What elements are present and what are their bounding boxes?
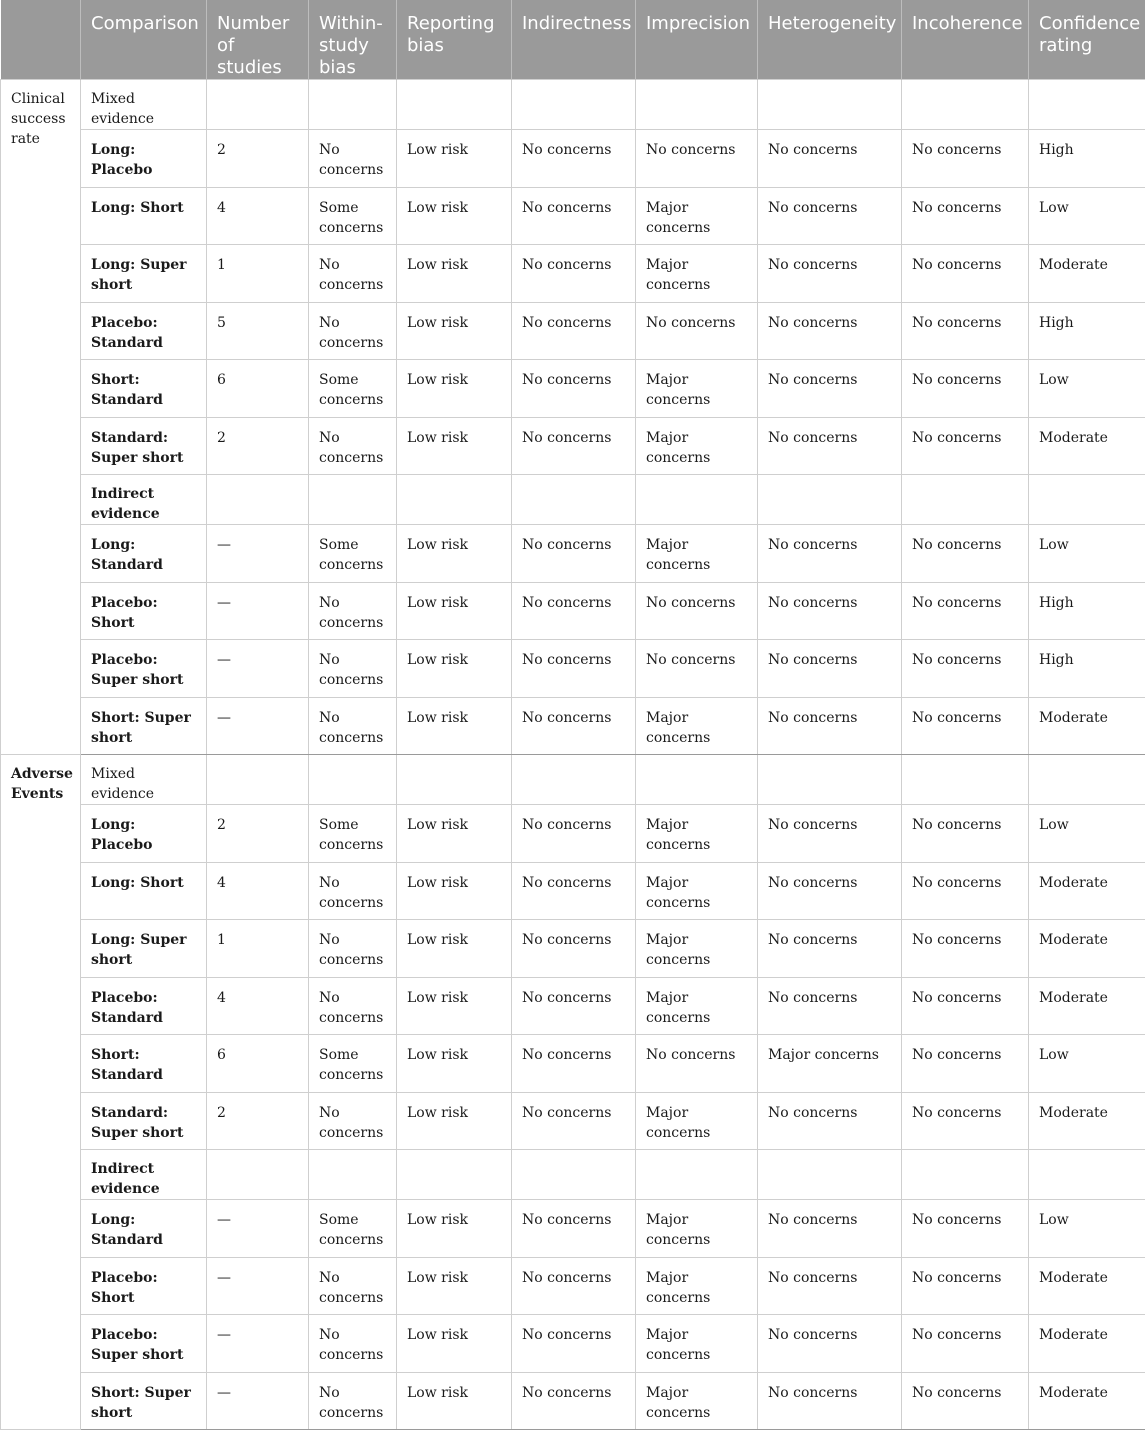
cell-within-study-bias: No concerns: [309, 977, 397, 1035]
cell-confidence-rating: Moderate: [1029, 697, 1145, 755]
cell-number-of-studies: 4: [207, 187, 309, 245]
table-row: [1, 360, 1145, 418]
cell-reporting-bias: Low risk: [397, 1315, 512, 1373]
cell-imprecision: Major concerns: [636, 360, 758, 418]
table-row: [1, 525, 1145, 583]
table-row: [1, 302, 1145, 360]
cell-heterogeneity: No concerns: [758, 1257, 902, 1315]
cell-within-study-bias: No concerns: [309, 245, 397, 303]
cell-confidence-rating: High: [1029, 130, 1145, 188]
cell-indirectness: No concerns: [512, 1372, 636, 1430]
empty-cell: [397, 755, 512, 805]
cell-indirectness: No concerns: [512, 920, 636, 978]
empty-cell: [902, 80, 1029, 130]
cell-within-study-bias: Some concerns: [309, 1035, 397, 1093]
empty-cell: [207, 1150, 309, 1200]
cell-imprecision: Major concerns: [636, 1200, 758, 1258]
empty-cell: [397, 80, 512, 130]
section-heading-row: [1, 1150, 1145, 1200]
table-row: [1, 1092, 1145, 1150]
cell-reporting-bias: Low risk: [397, 697, 512, 755]
cell-comparison: Long: Placebo: [81, 805, 207, 863]
header-indirectness: Indirectness: [512, 0, 636, 80]
cell-comparison: Long: Standard: [81, 525, 207, 583]
cell-heterogeneity: No concerns: [758, 1200, 902, 1258]
empty-cell: [758, 1150, 902, 1200]
cell-incoherence: No concerns: [902, 640, 1029, 698]
cell-within-study-bias: Some concerns: [309, 1200, 397, 1258]
cell-imprecision: Major concerns: [636, 805, 758, 863]
cell-imprecision: Major concerns: [636, 1372, 758, 1430]
cell-reporting-bias: Low risk: [397, 582, 512, 640]
cell-reporting-bias: Low risk: [397, 1257, 512, 1315]
cell-incoherence: No concerns: [902, 417, 1029, 475]
cell-number-of-studies: 4: [207, 977, 309, 1035]
cell-number-of-studies: —: [207, 640, 309, 698]
cell-confidence-rating: Low: [1029, 525, 1145, 583]
table-row: [1, 245, 1145, 303]
cell-heterogeneity: Major concerns: [758, 1035, 902, 1093]
cell-heterogeneity: No concerns: [758, 187, 902, 245]
empty-cell: [512, 80, 636, 130]
table-body: [1, 80, 1145, 1430]
cell-within-study-bias: No concerns: [309, 302, 397, 360]
cell-incoherence: No concerns: [902, 582, 1029, 640]
cell-heterogeneity: No concerns: [758, 920, 902, 978]
cell-comparison: Placebo: Short: [81, 1257, 207, 1315]
cell-imprecision: No concerns: [636, 130, 758, 188]
empty-cell: [309, 475, 397, 525]
cell-comparison: Long: Standard: [81, 1200, 207, 1258]
cell-imprecision: Major concerns: [636, 187, 758, 245]
cell-heterogeneity: No concerns: [758, 640, 902, 698]
cell-number-of-studies: —: [207, 1372, 309, 1430]
empty-cell: [309, 1150, 397, 1200]
cell-reporting-bias: Low risk: [397, 130, 512, 188]
cell-heterogeneity: No concerns: [758, 360, 902, 418]
cell-reporting-bias: Low risk: [397, 1035, 512, 1093]
table-row: [1, 1372, 1145, 1430]
empty-cell: [1029, 80, 1145, 130]
cell-number-of-studies: —: [207, 1315, 309, 1373]
cell-imprecision: Major concerns: [636, 862, 758, 920]
cell-reporting-bias: Low risk: [397, 805, 512, 863]
empty-cell: [397, 1150, 512, 1200]
cell-reporting-bias: Low risk: [397, 1200, 512, 1258]
cell-indirectness: No concerns: [512, 697, 636, 755]
cell-reporting-bias: Low risk: [397, 417, 512, 475]
cell-number-of-studies: 2: [207, 805, 309, 863]
empty-cell: [758, 755, 902, 805]
cell-confidence-rating: Moderate: [1029, 245, 1145, 303]
cell-heterogeneity: No concerns: [758, 1315, 902, 1373]
section-heading-row: [1, 755, 1145, 805]
cell-heterogeneity: No concerns: [758, 525, 902, 583]
cell-incoherence: No concerns: [902, 697, 1029, 755]
empty-cell: [758, 475, 902, 525]
cell-number-of-studies: —: [207, 697, 309, 755]
cell-comparison: Long: Placebo: [81, 130, 207, 188]
cell-indirectness: No concerns: [512, 187, 636, 245]
header-heterogeneity: Heterogeneity: [758, 0, 902, 80]
cell-within-study-bias: No concerns: [309, 130, 397, 188]
cell-reporting-bias: Low risk: [397, 525, 512, 583]
table-row: [1, 130, 1145, 188]
empty-cell: [636, 755, 758, 805]
table-row: [1, 697, 1145, 755]
cell-heterogeneity: No concerns: [758, 1372, 902, 1430]
empty-cell: [902, 755, 1029, 805]
cell-indirectness: No concerns: [512, 1092, 636, 1150]
cell-incoherence: No concerns: [902, 302, 1029, 360]
cell-incoherence: No concerns: [902, 1200, 1029, 1258]
cell-confidence-rating: Moderate: [1029, 1315, 1145, 1373]
header-reporting-bias: Reporting bias: [397, 0, 512, 80]
empty-cell: [207, 80, 309, 130]
cell-within-study-bias: No concerns: [309, 417, 397, 475]
cell-within-study-bias: No concerns: [309, 697, 397, 755]
empty-cell: [636, 1150, 758, 1200]
empty-cell: [512, 755, 636, 805]
cell-indirectness: No concerns: [512, 360, 636, 418]
evidence-type-heading: Mixed evidence: [81, 80, 207, 130]
header-blank: [1, 0, 81, 80]
cell-comparison: Long: Super short: [81, 920, 207, 978]
cell-imprecision: No concerns: [636, 302, 758, 360]
cell-imprecision: No concerns: [636, 1035, 758, 1093]
cell-number-of-studies: —: [207, 1257, 309, 1315]
table-row: [1, 417, 1145, 475]
empty-cell: [902, 475, 1029, 525]
cell-comparison: Standard: Super short: [81, 417, 207, 475]
cell-comparison: Placebo: Standard: [81, 977, 207, 1035]
cell-number-of-studies: —: [207, 1200, 309, 1258]
table-header: [1, 0, 1145, 80]
cell-reporting-bias: Low risk: [397, 920, 512, 978]
cell-reporting-bias: Low risk: [397, 245, 512, 303]
cell-reporting-bias: Low risk: [397, 862, 512, 920]
cell-reporting-bias: Low risk: [397, 187, 512, 245]
empty-cell: [512, 475, 636, 525]
cell-heterogeneity: No concerns: [758, 302, 902, 360]
cell-incoherence: No concerns: [902, 805, 1029, 863]
cell-heterogeneity: No concerns: [758, 697, 902, 755]
cell-number-of-studies: 6: [207, 1035, 309, 1093]
cell-imprecision: Major concerns: [636, 1092, 758, 1150]
cell-heterogeneity: No concerns: [758, 417, 902, 475]
empty-cell: [207, 755, 309, 805]
cell-imprecision: No concerns: [636, 582, 758, 640]
cell-heterogeneity: No concerns: [758, 130, 902, 188]
section-heading-row: [1, 80, 1145, 130]
cell-incoherence: No concerns: [902, 525, 1029, 583]
cell-number-of-studies: 6: [207, 360, 309, 418]
table-row: [1, 977, 1145, 1035]
cell-confidence-rating: Moderate: [1029, 862, 1145, 920]
cell-imprecision: Major concerns: [636, 697, 758, 755]
table-row: [1, 640, 1145, 698]
cell-confidence-rating: High: [1029, 640, 1145, 698]
empty-cell: [758, 80, 902, 130]
cell-indirectness: No concerns: [512, 1035, 636, 1093]
empty-cell: [207, 475, 309, 525]
cell-within-study-bias: Some concerns: [309, 805, 397, 863]
empty-cell: [397, 475, 512, 525]
cell-comparison: Standard: Super short: [81, 1092, 207, 1150]
cell-incoherence: No concerns: [902, 1315, 1029, 1373]
empty-cell: [636, 80, 758, 130]
cell-imprecision: Major concerns: [636, 977, 758, 1035]
cell-confidence-rating: Moderate: [1029, 1092, 1145, 1150]
cell-reporting-bias: Low risk: [397, 360, 512, 418]
cell-confidence-rating: Moderate: [1029, 920, 1145, 978]
cell-within-study-bias: No concerns: [309, 582, 397, 640]
header-comparison: Comparison: [81, 0, 207, 80]
cell-indirectness: No concerns: [512, 130, 636, 188]
cell-within-study-bias: Some concerns: [309, 187, 397, 245]
cell-comparison: Long: Super short: [81, 245, 207, 303]
cell-comparison: Placebo: Super short: [81, 640, 207, 698]
cell-indirectness: No concerns: [512, 417, 636, 475]
cell-imprecision: Major concerns: [636, 245, 758, 303]
header-incoherence: Incoherence: [902, 0, 1029, 80]
cell-confidence-rating: Low: [1029, 1035, 1145, 1093]
cell-heterogeneity: No concerns: [758, 805, 902, 863]
cell-indirectness: No concerns: [512, 1315, 636, 1373]
cell-comparison: Placebo: Super short: [81, 1315, 207, 1373]
cell-within-study-bias: Some concerns: [309, 525, 397, 583]
evidence-type-heading: Indirect evidence: [81, 475, 207, 525]
cell-comparison: Short: Standard: [81, 360, 207, 418]
cell-comparison: Long: Short: [81, 862, 207, 920]
cell-reporting-bias: Low risk: [397, 1372, 512, 1430]
cell-confidence-rating: High: [1029, 582, 1145, 640]
header-number-of-studies: Number of studies: [207, 0, 309, 80]
cell-indirectness: No concerns: [512, 245, 636, 303]
table-row: [1, 805, 1145, 863]
cell-within-study-bias: No concerns: [309, 1092, 397, 1150]
evidence-type-heading: Mixed evidence: [81, 755, 207, 805]
cell-heterogeneity: No concerns: [758, 245, 902, 303]
cell-indirectness: No concerns: [512, 805, 636, 863]
cell-reporting-bias: Low risk: [397, 302, 512, 360]
cell-incoherence: No concerns: [902, 862, 1029, 920]
outcome-group-label: Clinical success rate: [1, 80, 81, 755]
cell-indirectness: No concerns: [512, 862, 636, 920]
cell-indirectness: No concerns: [512, 977, 636, 1035]
cell-within-study-bias: No concerns: [309, 1315, 397, 1373]
cell-incoherence: No concerns: [902, 187, 1029, 245]
cell-incoherence: No concerns: [902, 977, 1029, 1035]
cell-imprecision: Major concerns: [636, 1257, 758, 1315]
cell-reporting-bias: Low risk: [397, 640, 512, 698]
cell-number-of-studies: —: [207, 525, 309, 583]
cell-comparison: Short: Standard: [81, 1035, 207, 1093]
table-row: [1, 920, 1145, 978]
empty-cell: [1029, 1150, 1145, 1200]
cell-incoherence: No concerns: [902, 1372, 1029, 1430]
cell-confidence-rating: Low: [1029, 360, 1145, 418]
table-row: [1, 1200, 1145, 1258]
cell-number-of-studies: 1: [207, 245, 309, 303]
empty-cell: [309, 755, 397, 805]
cell-within-study-bias: No concerns: [309, 862, 397, 920]
header-within-study-bias: Within-study bias: [309, 0, 397, 80]
cell-incoherence: No concerns: [902, 920, 1029, 978]
cell-incoherence: No concerns: [902, 360, 1029, 418]
cell-imprecision: Major concerns: [636, 417, 758, 475]
cell-confidence-rating: High: [1029, 302, 1145, 360]
table-row: [1, 582, 1145, 640]
cell-heterogeneity: No concerns: [758, 862, 902, 920]
cell-within-study-bias: No concerns: [309, 920, 397, 978]
cell-heterogeneity: No concerns: [758, 1092, 902, 1150]
cell-within-study-bias: Some concerns: [309, 360, 397, 418]
cell-incoherence: No concerns: [902, 1092, 1029, 1150]
cell-comparison: Short: Super short: [81, 1372, 207, 1430]
cell-within-study-bias: No concerns: [309, 1257, 397, 1315]
cell-number-of-studies: —: [207, 582, 309, 640]
cell-imprecision: Major concerns: [636, 920, 758, 978]
cell-indirectness: No concerns: [512, 1200, 636, 1258]
cell-indirectness: No concerns: [512, 1257, 636, 1315]
cell-confidence-rating: Moderate: [1029, 1372, 1145, 1430]
cell-number-of-studies: 2: [207, 1092, 309, 1150]
cell-indirectness: No concerns: [512, 525, 636, 583]
section-heading-row: [1, 475, 1145, 525]
outcome-group-label: Adverse Events: [1, 755, 81, 1430]
table-row: [1, 862, 1145, 920]
table-row: [1, 1315, 1145, 1373]
empty-cell: [1029, 755, 1145, 805]
cell-reporting-bias: Low risk: [397, 1092, 512, 1150]
cell-incoherence: No concerns: [902, 1257, 1029, 1315]
evidence-type-heading: Indirect evidence: [81, 1150, 207, 1200]
cell-incoherence: No concerns: [902, 245, 1029, 303]
header-imprecision: Imprecision: [636, 0, 758, 80]
cell-indirectness: No concerns: [512, 302, 636, 360]
cell-incoherence: No concerns: [902, 1035, 1029, 1093]
empty-cell: [309, 80, 397, 130]
cell-confidence-rating: Low: [1029, 187, 1145, 245]
cell-within-study-bias: No concerns: [309, 640, 397, 698]
cell-confidence-rating: Low: [1029, 1200, 1145, 1258]
cell-number-of-studies: 1: [207, 920, 309, 978]
cell-number-of-studies: 4: [207, 862, 309, 920]
cell-confidence-rating: Low: [1029, 805, 1145, 863]
cell-heterogeneity: No concerns: [758, 977, 902, 1035]
header-confidence-rating: Confidence rating: [1029, 0, 1145, 80]
cell-comparison: Short: Super short: [81, 697, 207, 755]
cell-number-of-studies: 2: [207, 417, 309, 475]
cell-confidence-rating: Moderate: [1029, 977, 1145, 1035]
empty-cell: [902, 1150, 1029, 1200]
cell-confidence-rating: Moderate: [1029, 417, 1145, 475]
cell-indirectness: No concerns: [512, 582, 636, 640]
cell-comparison: Placebo: Short: [81, 582, 207, 640]
table-row: [1, 187, 1145, 245]
cell-number-of-studies: 5: [207, 302, 309, 360]
cell-confidence-rating: Moderate: [1029, 1257, 1145, 1315]
empty-cell: [636, 475, 758, 525]
empty-cell: [1029, 475, 1145, 525]
cell-heterogeneity: No concerns: [758, 582, 902, 640]
cell-comparison: Placebo: Standard: [81, 302, 207, 360]
cell-within-study-bias: No concerns: [309, 1372, 397, 1430]
cell-imprecision: No concerns: [636, 640, 758, 698]
cell-imprecision: Major concerns: [636, 1315, 758, 1373]
cell-comparison: Long: Short: [81, 187, 207, 245]
table-row: [1, 1035, 1145, 1093]
cell-imprecision: Major concerns: [636, 525, 758, 583]
cell-number-of-studies: 2: [207, 130, 309, 188]
cell-indirectness: No concerns: [512, 640, 636, 698]
empty-cell: [512, 1150, 636, 1200]
header-row: [1, 0, 1145, 80]
cell-reporting-bias: Low risk: [397, 977, 512, 1035]
table-row: [1, 1257, 1145, 1315]
cell-incoherence: No concerns: [902, 130, 1029, 188]
